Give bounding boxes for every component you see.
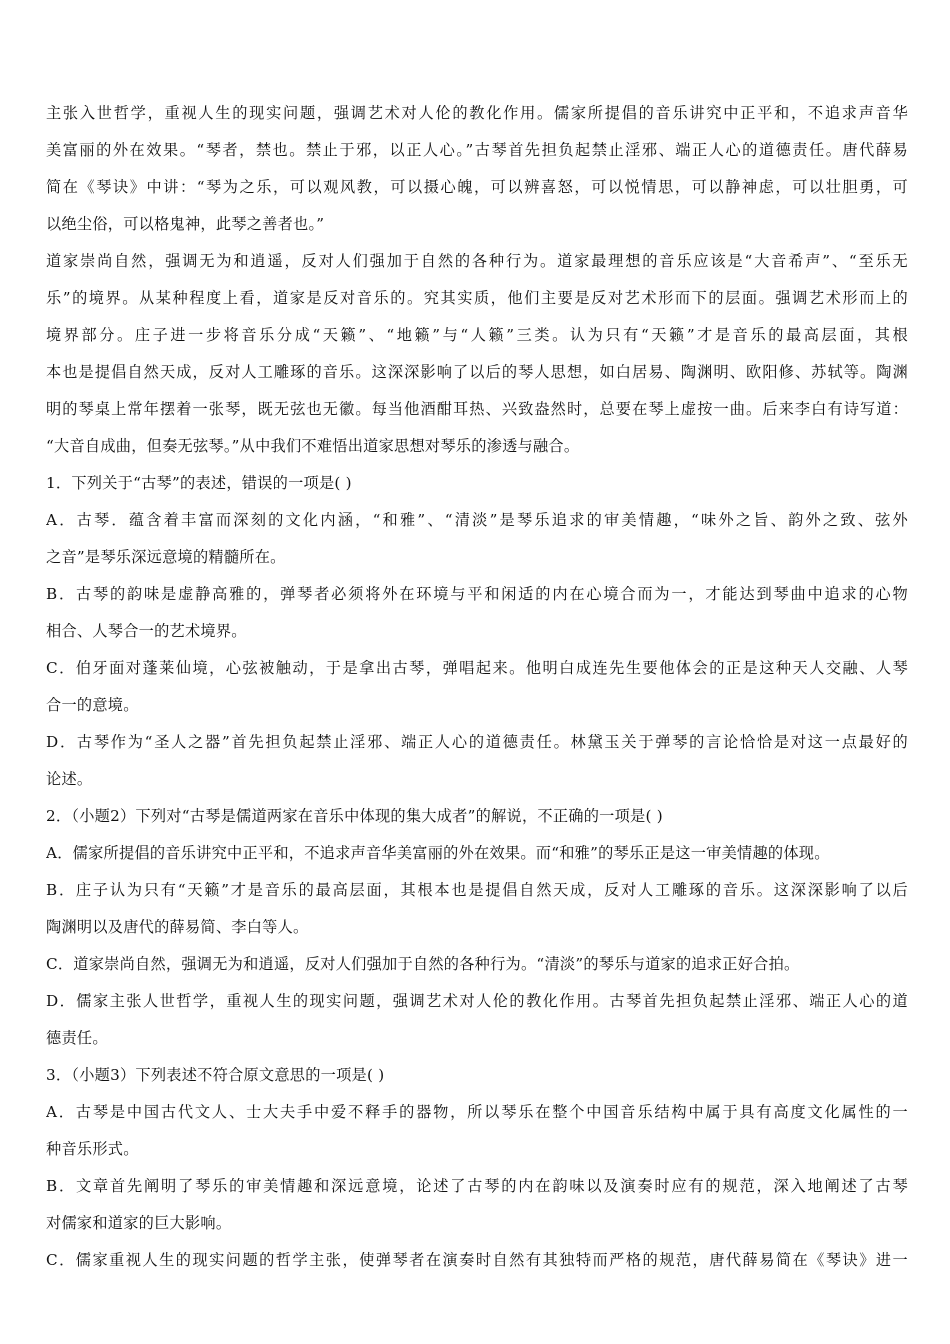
option-text: A．古琴是中国古代文人、士大夫手中爱不释手的器物，所以琴乐在整个中国音乐结构中属于具有高度文化属性的一: [46, 1103, 908, 1121]
option-text: 合一的意境。: [46, 696, 139, 714]
option-a: [46, 502, 908, 576]
text-line: 美富丽的外在效果。“琴者，禁也。禁止于邪，以正人心。”古琴首先担负起禁止淫邪、端正人心的道德责任。唐代薛易: [46, 141, 908, 159]
option-b: [46, 872, 908, 946]
passage-paragraph-confucian: [46, 95, 908, 243]
option-text: B．庄子认为只有“天籁”才是音乐的最高层面，其根本也是提倡自然天成，反对人工雕琢的音乐。这深深影响了以后: [46, 881, 908, 899]
option-text: D．儒家主张人世哲学，重视人生的现实问题，强调艺术对人伦的教化作用。古琴首先担负起禁止淫邪、端正人心的道: [46, 992, 908, 1010]
option-text: D．古琴作为“圣人之器”首先担负起禁止淫邪、端正人心的道德责任。林黛玉关于弹琴的言论恰恰是对这一点最好的: [46, 733, 908, 751]
option-text: C．道家崇尚自然，强调无为和逍遥，反对人们强加于自然的各种行为。“清淡”的琴乐与道家的追求正好合拍。: [46, 955, 800, 973]
option-c: [46, 1242, 908, 1279]
option-d: [46, 983, 908, 1057]
option-text: 陶渊明以及唐代的薛易简、李白等人。: [46, 918, 309, 936]
option-c: [46, 650, 908, 724]
text-line: 道家崇尚自然，强调无为和逍遥，反对人们强加于自然的各种行为。道家最理想的音乐应该是“大音希声”、“至乐无: [46, 252, 908, 270]
question-stem: 1．下列关于“古琴”的表述，错误的一项是( ): [46, 474, 352, 492]
option-text: B．古琴的韵味是虚静高雅的，弹琴者必须将外在环境与平和闲适的内在心境合而为一，才能达到琴曲中追求的心物: [46, 585, 908, 603]
passage-paragraph-taoist: [46, 243, 908, 465]
text-line: 本也是提倡自然天成，反对人工雕琢的音乐。这深深影响了以后的琴人思想，如白居易、陶渊明、欧阳修、苏轼等。陶渊: [46, 363, 908, 381]
option-text: 论述。: [46, 770, 93, 788]
text-line: “大音自成曲，但奏无弦琴。”从中我们不难悟出道家思想对琴乐的渗透与融合。: [46, 437, 580, 455]
option-text: C．儒家重视人生的现实问题的哲学主张，使弹琴者在演奏时自然有其独特而严格的规范，唐代薛易简在《琴诀》进一: [46, 1251, 908, 1269]
text-line: 以绝尘俗，可以格鬼神，此琴之善者也。”: [46, 215, 325, 233]
question-stem: 2．（小题2）下列对“古琴是儒道两家在音乐中体现的集大成者”的解说，不正确的一项是( ): [46, 807, 663, 825]
option-text: 种音乐形式。: [46, 1140, 139, 1158]
question-3: [46, 1057, 908, 1279]
option-b: [46, 576, 908, 650]
question-1: [46, 465, 908, 798]
text-line: 明的琴桌上常年摆着一张琴，既无弦也无徽。每当他酒酣耳热、兴致盎然时，总要在琴上虚按一曲。后来李白有诗写道：: [46, 400, 908, 418]
text-line: 简在《琴诀》中讲：“琴为之乐，可以观风教，可以摄心魄，可以辨喜怒，可以悦情思，可以静神虑，可以壮胆勇，可: [46, 178, 908, 196]
option-text: 相合、人琴合一的艺术境界。: [46, 622, 247, 640]
text-line: 境界部分。庄子进一步将音乐分成“天籁”、“地籁”与“人籁”三类。认为只有“天籁”才是音乐的最高层面，其根: [46, 326, 908, 344]
option-a: [46, 835, 908, 872]
text-line: 乐”的境界。从某种程度上看，道家是反对音乐的。究其实质，他们主要是反对艺术形而下的层面。强调艺术形而上的: [46, 289, 908, 307]
text-line: 主张入世哲学，重视人生的现实问题，强调艺术对人伦的教化作用。儒家所提倡的音乐讲究中正平和，不追求声音华: [46, 104, 908, 122]
question-stem: 3．（小题3）下列表述不符合原文意思的一项是( ): [46, 1066, 385, 1084]
option-text: 德责任。: [46, 1029, 108, 1047]
option-c: [46, 946, 908, 983]
option-text: A．儒家所提倡的音乐讲究中正平和，不追求声音华美富丽的外在效果。而“和雅”的琴乐正是这一审美情趣的体现。: [46, 844, 830, 862]
option-text: 之音”是琴乐深远意境的精髓所在。: [46, 548, 286, 566]
option-text: 对儒家和道家的巨大影响。: [46, 1214, 232, 1232]
option-a: [46, 1094, 908, 1168]
option-d: [46, 724, 908, 798]
option-text: A．古琴．蕴含着丰富而深刻的文化内涵，“和雅”、“清淡”是琴乐追求的审美情趣，“味外之旨、韵外之致、弦外: [46, 511, 908, 529]
document-page: [46, 95, 908, 1279]
option-text: C．伯牙面对蓬莱仙境，心弦被触动，于是拿出古琴，弹唱起来。他明白成连先生要他体会的正是这种天人交融、人琴: [46, 659, 908, 677]
option-b: [46, 1168, 908, 1242]
option-text: B．文章首先阐明了琴乐的审美情趣和深远意境，论述了古琴的内在韵味以及演奏时应有的规范，深入地阐述了古琴: [46, 1177, 908, 1195]
question-2: [46, 798, 908, 1057]
